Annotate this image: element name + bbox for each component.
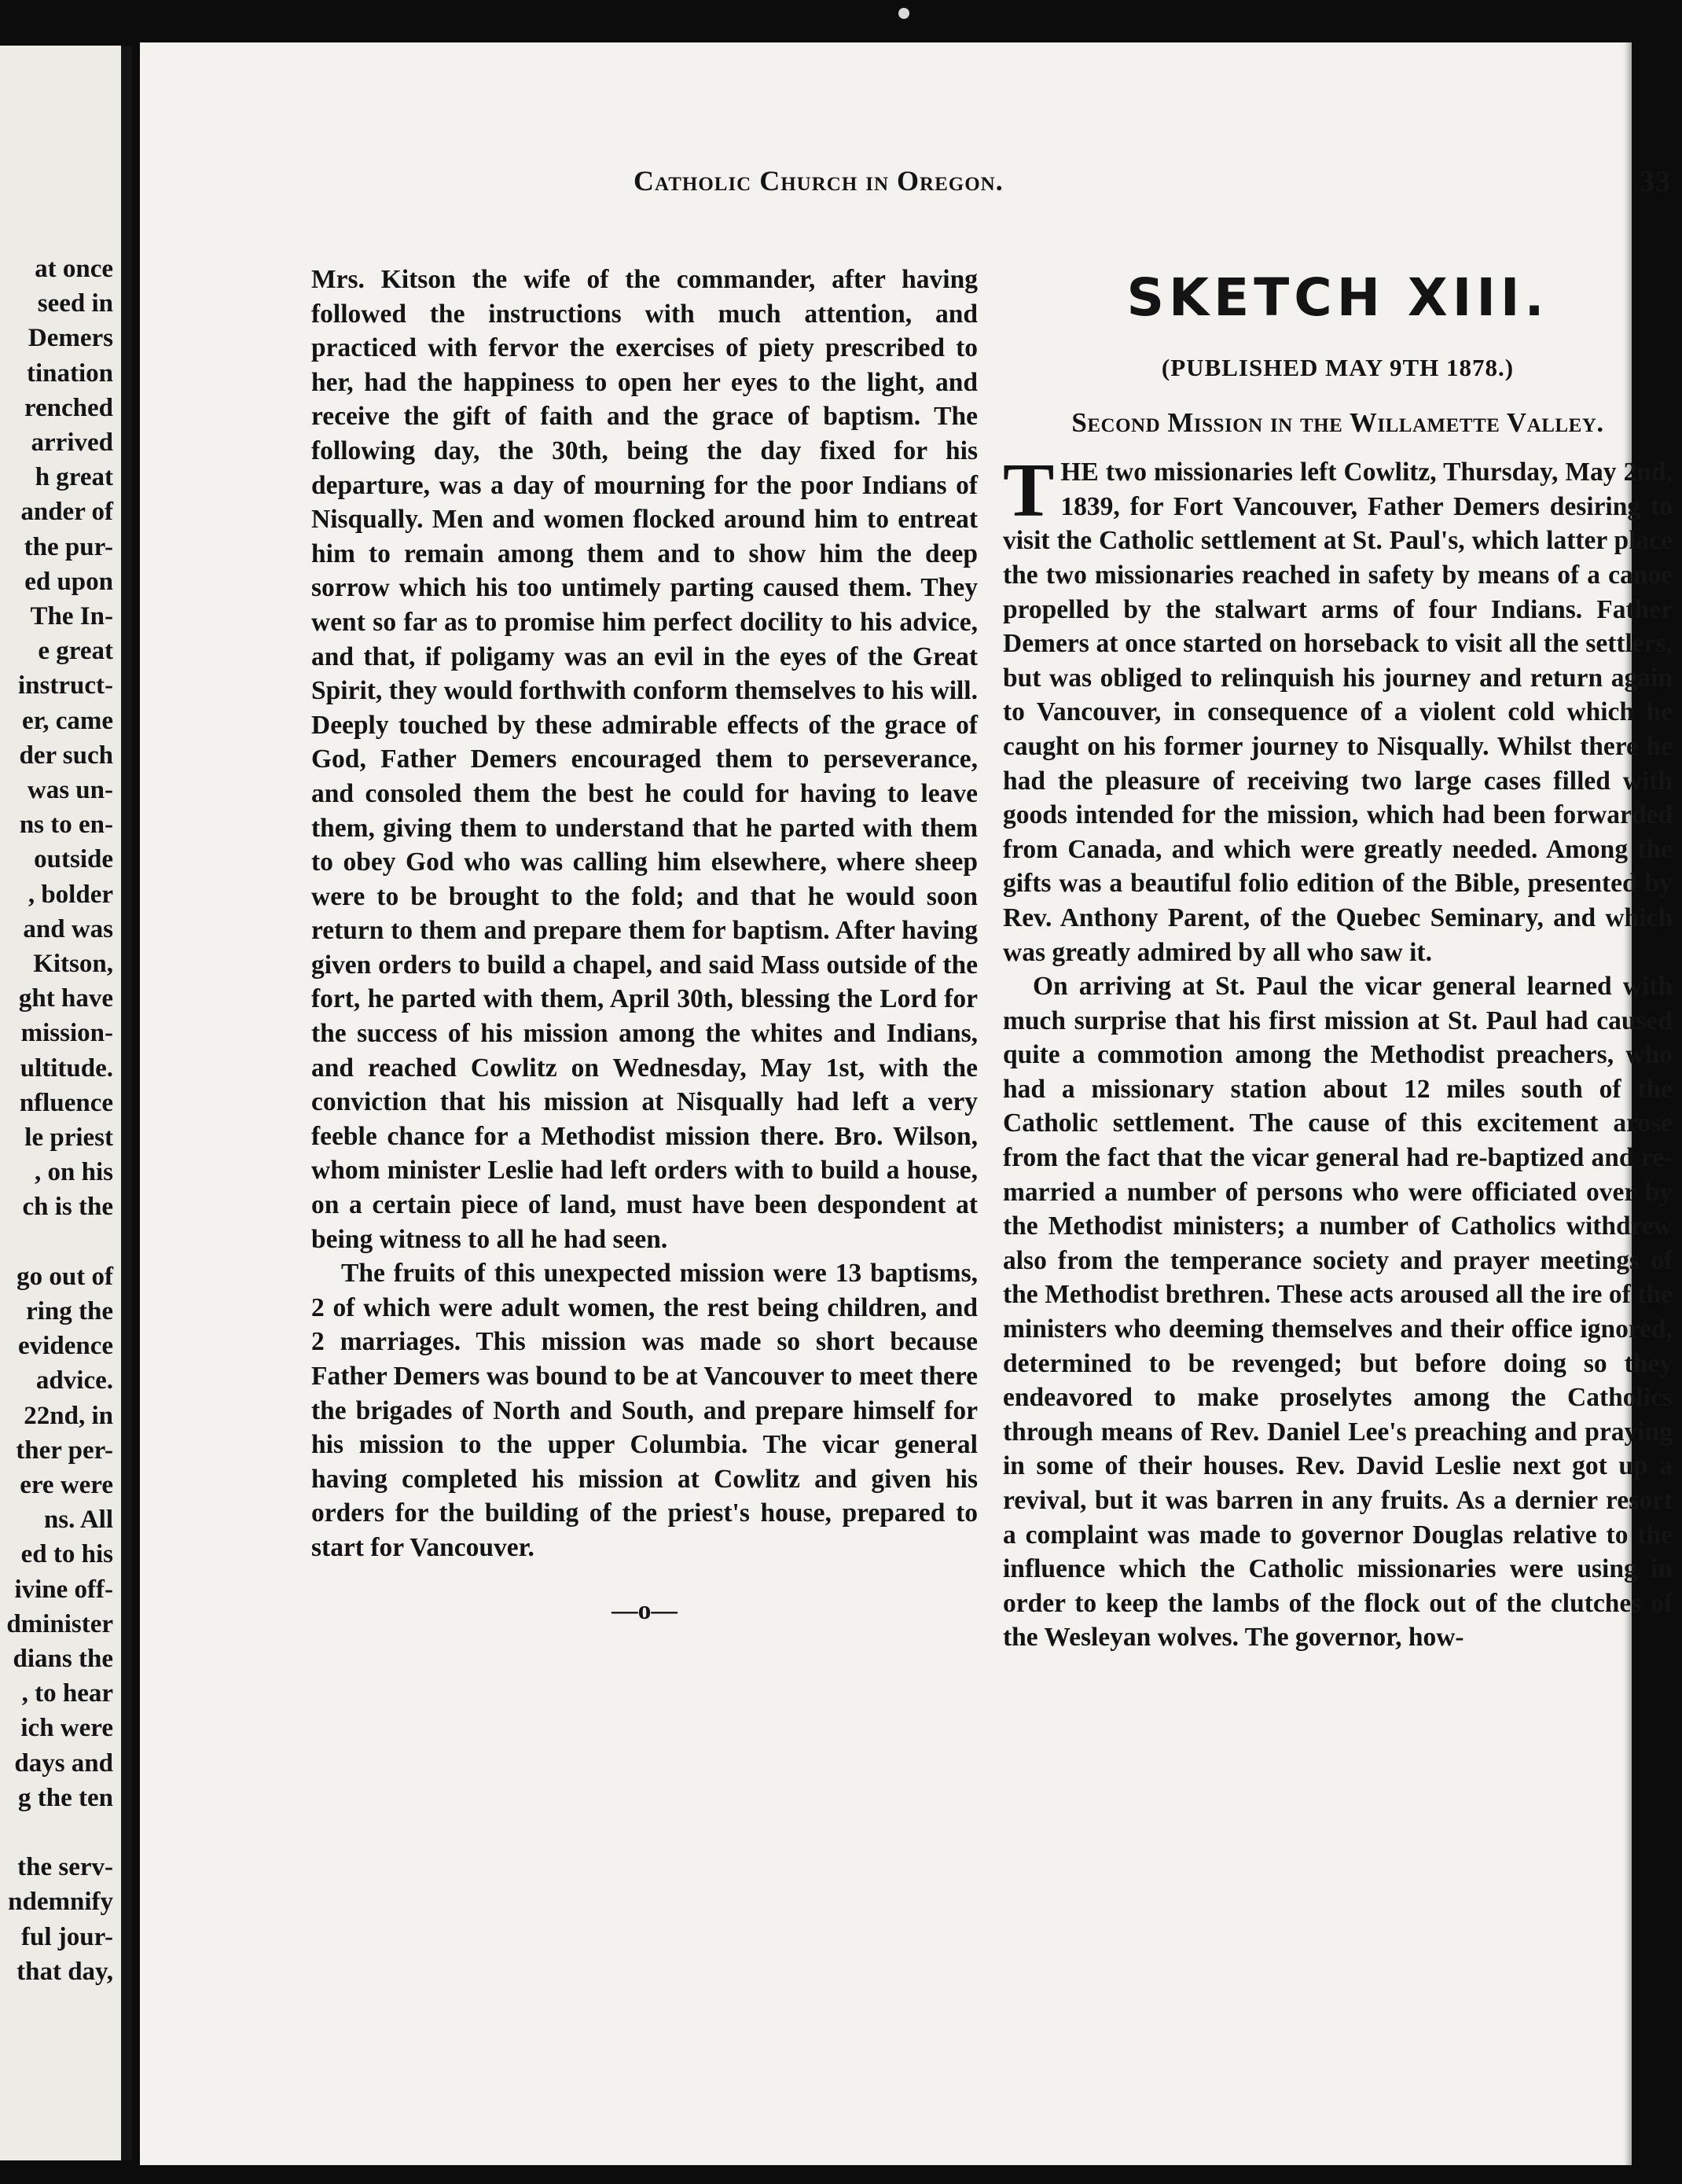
facing-page-fragment: ed to his: [20, 1540, 113, 1569]
right-column: [1003, 263, 1673, 1655]
facing-page-fragment: der such: [19, 741, 113, 770]
facing-page-fragment: nfluence: [19, 1088, 113, 1117]
facing-page-fragment: ultitude.: [20, 1053, 113, 1083]
facing-page-fragment: The In-: [30, 602, 113, 631]
opening-paragraph: [1003, 448, 1673, 969]
facing-page-fragment: was un-: [27, 776, 113, 804]
page-number: 33: [1640, 165, 1671, 198]
facing-page-fragment: arrived: [31, 428, 113, 457]
facing-page-fragment: ere were: [20, 1471, 113, 1499]
facing-page-fragment: outside: [34, 845, 113, 874]
facing-page-fragment: instruct-: [18, 671, 113, 700]
facing-page-fragment: ivine off-: [14, 1575, 113, 1604]
facing-page-fragment: dians the: [13, 1645, 113, 1673]
facing-page-fragment: ndemnify: [8, 1888, 113, 1917]
facing-page-fragment: ed upon: [24, 567, 113, 596]
facing-page-fragment: er, came: [21, 706, 113, 735]
section-divider: —o—: [611, 1595, 678, 1625]
facing-page-fragment: e great: [38, 637, 113, 666]
opening-paragraph-text: HE two missionaries left Cowlitz, Thursday, May 2nd, 1839, for Fort Vancouver, Father Demers desiring to visit the Catholic settlement at St. Paul's, which latter place the two missionaries reached in safety by means of a canoe propelled by the stalwart arms of four Indians. Father Demers at once started on horseback to visit all the settlers, but was obliged to relinquish his journey and return again to Vancouver, in consequence of a violent cold which he caught on his former journey to Nisqually. Whilst there he had the pleasure of receiving two large cases filled with goods intended for the mission, which had been forwarded from Canada, and which were greatly needed. Among the gifts was a beautiful folio edition of the Bible, presented by Rev. Anthony Parent, of the Quebec Seminary, and which was greatly admired by all who saw it.: [1003, 458, 1673, 967]
left-column: [311, 263, 978, 1627]
facing-page-fragment: Kitson,: [33, 950, 113, 978]
book-page: [140, 42, 1673, 2165]
facing-page-fragment: ich were: [20, 1714, 113, 1743]
facing-page-fragment: ght have: [18, 984, 113, 1013]
facing-page-fragment: 22nd, in: [24, 1401, 113, 1430]
drop-cap: T: [1003, 448, 1055, 534]
running-head: [634, 164, 1671, 197]
facing-page-fragment: seed in: [37, 289, 113, 318]
facing-page-fragment: h great: [35, 463, 113, 492]
facing-page-fragment: advice.: [35, 1366, 113, 1395]
page-gutter-shadow: [121, 46, 132, 2160]
facing-page-fragment: ander of: [20, 498, 113, 527]
facing-page-fragment: the pur-: [24, 532, 113, 561]
facing-page-fragment: g the ten: [18, 1783, 113, 1812]
facing-page-fragment: le priest: [24, 1123, 113, 1152]
facing-page-fragment: Demers: [28, 324, 113, 353]
publication-date: (PUBLISHED MAY 9TH 1878.): [1161, 354, 1515, 381]
facing-page-fragment: that day,: [17, 1957, 113, 1986]
facing-page-fragment: at once: [35, 255, 113, 283]
facing-page-fragment: mission-: [20, 1019, 113, 1048]
facing-page-fragment: ch is the: [22, 1193, 113, 1222]
sketch-title: SKETCH XIII.: [1126, 267, 1549, 328]
running-head-title: Catholic Church in Oregon.: [634, 165, 1004, 197]
facing-page-fragment: the serv-: [17, 1853, 113, 1882]
facing-page-fragment: ther per-: [16, 1436, 113, 1465]
facing-page-fragment: ns to en-: [19, 811, 113, 840]
paragraph: The fruits of this unexpected mission were 13 baptisms, 2 of which were adult women, the rest being children, and 2 marriages. This mission was made so short because Father Demers was bound to be at Vancouver to meet there the brigades of North and South, and prepare himself for his mission to the upper Columbia. The vicar general having completed his mission at Cowlitz and given his orders for the building of the priest's house, prepared to start for Vancouver.: [311, 1259, 978, 1562]
facing-page-fragment: , to hear: [21, 1679, 113, 1708]
facing-page-fragment: renched: [24, 393, 113, 422]
facing-page-fragment: evidence: [18, 1332, 113, 1361]
facing-page-strip: [0, 46, 132, 2160]
facing-page-fragment: ns. All: [43, 1506, 113, 1535]
facing-page-fragment: go out of: [17, 1262, 113, 1291]
facing-page-fragment: , bolder: [28, 880, 113, 909]
facing-page-fragment: , on his: [35, 1158, 113, 1187]
facing-page-fragment: ful jour-: [20, 1922, 113, 1951]
facing-page-fragment: days and: [14, 1748, 113, 1778]
dust-speck: [898, 8, 909, 19]
paragraph: Mrs. Kitson the wife of the commander, after having followed the instructions with much attention, and practiced with fervor the exercises of piety prescribed to her, had the happiness to open her eyes to the light, and receive the gift of faith and the grace of baptism. The following day, the 30th, being the day fixed for his departure, was a day of mourning for the poor Indians of Nisqually. Men and women flocked around him to entreat him to remain among them and to show him the deep sorrow which his too untimely parting caused them. They went so far as to promise him perfect docility to his advice, and that, if poligamy was an evil in the eyes of the Great Spirit, they would forthwith conform themselves to his will. Deeply touched by these admirable effects of the grace of God, Father Demers encouraged them to perseverance, and consoled them the best he could for having to leave them, giving them to understand that he parted with them to obey God who was calling him elsewhere, where sheep were to be brought to the fold; and that he would soon return to them and prepare them for baptism. After having given orders to build a chapel, and said Mass outside of the fort, he parted with them, April 30th, blessing the Lord for the success of his mission among the whites and Indians, and reached Cowlitz on Wednesday, May 1st, with the conviction that his mission at Nisqually had left a very feeble chance for a Methodist mission there. Bro. Wilson, whom minister Leslie had left orders with to build a house, on a certain piece of land, must have been despondent at being witness to all he had seen.: [311, 265, 978, 1254]
section-heading: Second Mission in the Willamette Valley.: [1071, 406, 1604, 438]
facing-page-fragment: and was: [23, 914, 113, 943]
facing-page-fragment: dminister: [6, 1609, 113, 1638]
paragraph: On arriving at St. Paul the vicar general learned with much surprise that his first mission at St. Paul had caused quite a commotion among the Methodist preachers, who had a missionary station about 12 miles south of the Catholic settlement. The cause of this excitement arose from the fact that the vicar general had re-baptized and re-married a number of persons who were officiated over by the Methodist ministers; a number of Catholics withdrew also from the temperance society and prayer meetings of the Methodist brethren. These acts aroused all the ire of the ministers who deeming themselves and their office ignored, determined to be revenged; but before doing so they endeavored to make proselytes among the Catholics through means of Rev. Daniel Lee's preaching and praying in some of their houses. Rev. David Leslie next got up a revival, but it was barren in any fruits. As a dernier resort a complaint was made to governor Douglas relative to the influence which the Catholic missionaries were using in order to keep the lambs of the flock out of the clutches of the Wesleyan wolves. The governor, how-: [1003, 972, 1673, 1653]
facing-page-fragment: ring the: [26, 1297, 113, 1325]
facing-page-fragment: tination: [26, 358, 113, 388]
